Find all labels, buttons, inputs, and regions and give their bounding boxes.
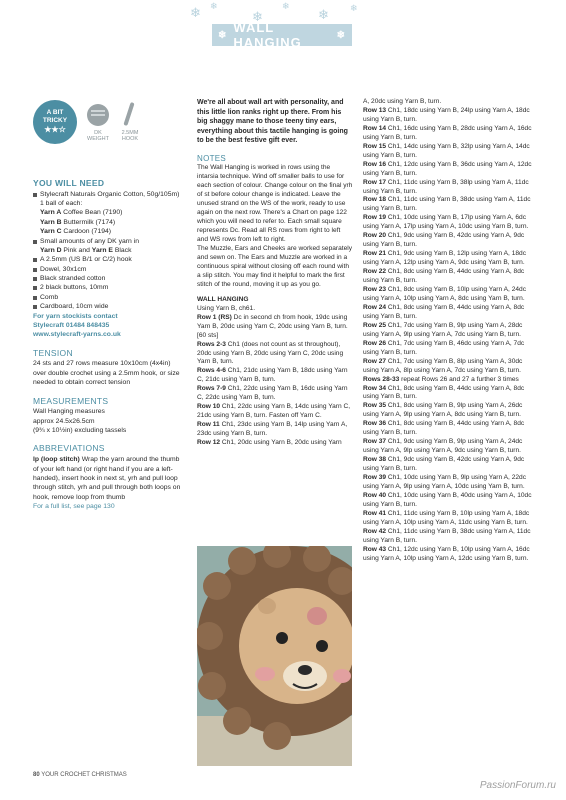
measurements-heading: MEASUREMENTS <box>33 395 109 406</box>
stockist-url[interactable]: www.stylecraft-yarns.co.uk <box>33 331 121 339</box>
pattern-row: Row 23 Ch1, 8dc using Yarn B, 10lp using Yarn A, 24dc using Yarn A, 10lp using Yarn A, 8dc using Yarn B, turn. <box>363 286 526 302</box>
right-column <box>363 98 535 564</box>
pattern-row: Row 18 Ch1, 11dc using Yarn B, 38dc using Yarn A, 11dc using Yarn B, turn. <box>363 196 531 213</box>
full-list-ref: For a full list, see page 130 <box>33 503 115 510</box>
list-item: Small amounts of any DK yarn in <box>33 237 183 246</box>
yarn-c: Yarn C Cardoon (7194) <box>40 228 112 236</box>
snowflake-icon: ❄ <box>336 29 346 41</box>
snowflake-icon: ❄ <box>252 9 263 24</box>
abbreviations-heading: ABBREVIATIONS <box>33 443 105 454</box>
pattern-row: Rows 4-6 Ch1, 21dc using Yarn B, 18dc using Yarn C, 21dc using Yarn B, turn. <box>197 367 348 384</box>
pattern-row: Row 14 Ch1, 16dc using Yarn B, 28dc using Yarn A, 16dc using Yarn B, turn. <box>363 124 532 141</box>
pattern-row: Row 24 Ch1, 8dc using Yarn B, 44dc using Yarn A, 8dc using Yarn B, turn. <box>363 303 525 320</box>
snowflake-icon: ❄ <box>210 1 218 11</box>
pattern-row: Row 15 Ch1, 14dc using Yarn B, 32lp using Yarn A, 14dc using Yarn B, turn. <box>363 142 530 159</box>
magazine-name: YOUR CROCHET CHRISTMAS <box>39 772 127 778</box>
pattern-row: Row 13 Ch1, 18dc using Yarn B, 24lp using Yarn A, 18dc using Yarn B, turn. <box>363 106 530 123</box>
hook-label: 2.5MM HOOK <box>121 130 139 143</box>
tension-heading: TENSION <box>33 347 73 358</box>
page-title-banner <box>212 20 352 50</box>
abbreviation-lp: lp (loop stitch) Wrap the yarn around the thumb of your left hand (or right hand if you are a left-handed), insert hook in next st, yrh and pull loop through stitch, yrh and pull through both loops on hook, remove loop from thumb <box>33 456 181 501</box>
list-item: A 2.5mm (US B/1 or C/2) hook <box>33 255 183 264</box>
pattern-heading: WALL HANGING <box>197 295 249 303</box>
pattern-row: Row 20 Ch1, 9dc using Yarn B, 42dc using Yarn A, 9dc using Yarn B, turn. <box>363 232 525 249</box>
page-number: 80 <box>33 772 40 778</box>
pattern-row: Row 39 Ch1, 10dc using Yarn B, 9lp using Yarn A, 22dc using Yarn A, 9lp using Yarn A, 10dc using Yarn B, turn. <box>363 474 526 490</box>
pattern-row: Row 17 Ch1, 11dc using Yarn B, 38lp using Yarn A, 11dc using Yarn B, turn. <box>363 178 529 195</box>
list-item: Cardboard, 10cm wide <box>33 302 183 311</box>
snowflake-icon: ❄ <box>218 29 228 41</box>
measurements-line: approx 24.5x26.5cm <box>33 417 95 425</box>
pattern-row: Row 21 Ch1, 9dc using Yarn B, 12lp using Yarn A, 18dc using Yarn A, 12lp using Yarn A, 9dc using Yarn B, turn. <box>363 250 526 267</box>
difficulty-badge: A BIT TRICKY ★★☆ <box>33 100 77 144</box>
pattern-row: Row 40 Ch1, 10dc using Yarn B, 40dc using Yarn A, 10dc using Yarn B, turn. <box>363 491 532 508</box>
star-rating: ★★☆ <box>44 124 66 134</box>
snowflake-icon: ❄ <box>318 7 329 22</box>
pattern-row: Row 12 Ch1, 20dc using Yarn B, 20dc using Yarn <box>197 439 342 447</box>
stockist-phone: Stylecraft 01484 848435 <box>33 321 110 329</box>
list-item: Stylecraft Naturals Organic Cotton, 50g/105m) <box>33 190 183 199</box>
pattern-row: Row 34 Ch1, 8dc using Yarn B, 44dc using Yarn A, 8dc using Yarn B, turn. <box>363 384 525 401</box>
pattern-rows <box>363 107 535 564</box>
pattern-row: Row 43 Ch1, 12dc using Yarn B, 10lp using Yarn A, 16dc using Yarn A, 10lp using Yarn A, 12dc using Yarn B, turn. <box>363 545 530 562</box>
pattern-continuation: A, 20dc using Yarn B, turn. <box>363 98 442 105</box>
pattern-row: Row 1 (RS) Dc in second ch from hook, 19dc using Yarn B, 20dc using Yarn C, 20dc using Yarn B, turn. [60 sts] <box>197 313 348 339</box>
intro-text: We're all about wall art with personality, and this little lion ranks right up there. From his big shaggy mane to those teeny tiny ears, everything about this tactile hanging is going to be the best festive gift ever. <box>197 99 348 145</box>
snowflake-icon: ❄ <box>350 3 358 13</box>
pattern-row: Row 42 Ch1, 11dc using Yarn B, 38dc using Yarn A, 11dc using Yarn B, turn. <box>363 527 531 544</box>
pattern-row: Row 37 Ch1, 9dc using Yarn B, 9lp using Yarn A, 24dc using Yarn A, 9lp using Yarn A, 9dc using Yarn B, turn. <box>363 438 523 455</box>
pattern-row: Row 41 Ch1, 11dc using Yarn B, 10lp using Yarn A, 18dc using Yarn A, 10lp using Yarn A, 11dc using Yarn B, turn. <box>363 509 530 526</box>
pattern-row: Row 19 Ch1, 10dc using Yarn B, 17lp using Yarn A, 6dc using Yarn A, 17lp using Yarn A, 10dc using Yarn B, turn. <box>363 214 529 231</box>
page-title: WALL HANGING <box>233 20 302 50</box>
snowflake-icon: ❄ <box>282 1 290 11</box>
pattern-row: Row 25 Ch1, 7dc using Yarn B, 9lp using Yarn A, 28dc using Yarn A, 9lp using Yarn A, 7dc using Yarn B, turn. <box>363 321 523 338</box>
page-footer <box>33 772 127 778</box>
pattern-row: Row 10 Ch1, 22dc using Yarn B, 14dc using Yarn C, 21dc using Yarn B, turn. Fasten off Yarn C. <box>197 403 351 420</box>
pattern-row: Row 35 Ch1, 8dc using Yarn B, 9lp using Yarn A, 26dc using Yarn A, 9lp using Yarn A, 8dc using Yarn B, turn. <box>363 402 523 419</box>
crochet-hook-icon <box>123 102 134 126</box>
weight-label: DK WEIGHT <box>87 130 109 143</box>
measurements-line: Wall Hanging measures <box>33 408 105 416</box>
you-will-need-heading: YOU WILL NEED <box>33 178 105 188</box>
pattern-row: Rows 28-33 repeat Rows 26 and 27 a further 3 times <box>363 375 519 383</box>
pattern-row: Row 38 Ch1, 9dc using Yarn B, 42dc using Yarn A, 9dc using Yarn B, turn. <box>363 456 525 473</box>
notes-heading: NOTES <box>197 153 227 163</box>
measurements-line: (9¾ x 10½in) excluding tassels <box>33 427 127 435</box>
yarn-d-e: Yarn D Pink and Yarn E Black <box>40 246 132 254</box>
list-item: Comb <box>33 293 183 302</box>
pattern-row: Rows 7-9 Ch1, 22dc using Yarn B, 16dc using Yarn C, 22dc using Yarn B, turn. <box>197 385 348 402</box>
middle-column <box>197 98 353 448</box>
notes-paragraph: The Muzzle, Ears and Cheeks are worked separately and sewn on. The Ears and Muzzle are worked in a continuous spiral without closing off each round with a slip stitch. You may find it helpful to mark the first stitch of the round, moving it up as you go. <box>197 245 353 288</box>
list-item: Dowel, 30x1cm <box>33 265 183 274</box>
pattern-row: Row 26 Ch1, 7dc using Yarn B, 46dc using Yarn A, 7dc using Yarn B, turn. <box>363 339 525 356</box>
pattern-rows <box>197 314 353 448</box>
list-subitem: 1 ball of each: <box>40 200 83 208</box>
list-item: Black stranded cotton <box>33 274 183 283</box>
lion-photo <box>197 546 352 766</box>
yarn-b: Yarn B Buttermilk (7174) <box>40 218 116 226</box>
pattern-row: Row 11 Ch1, 23dc using Yarn B, 14lp using Yarn A, 23dc using Yarn B, turn. <box>197 421 348 438</box>
pattern-row: Row 36 Ch1, 8dc using Yarn B, 44dc using Yarn A, 8dc using Yarn B, turn. <box>363 420 525 437</box>
tension-text: 24 sts and 27 rows measure 10x10cm (4x4in) over double crochet using a 2.5mm hook, or size needed to obtain correct tension <box>33 360 180 387</box>
notes-paragraph: The Wall Hanging is worked in rows using the intarsia technique. Wind off smaller balls to use for each section of colour. Change colour on the final yrh of st before colour change is indicated. Leave the unused strand on the WS of the work, ready to use again on the next row. There's a Chart on page 122 which you will need to refer to. Each small square represents Dc. Read all RS rows from right to left and WS rows from left to right. <box>197 164 353 244</box>
lion-illustration <box>197 546 352 766</box>
watermark: PassionForum.ru <box>479 780 556 791</box>
pattern-row: Row 22 Ch1, 8dc using Yarn B, 44dc using Yarn A, 8dc using Yarn B, turn. <box>363 268 525 285</box>
pattern-row: Rows 2-3 Ch1 (does not count as st throughout), 20dc using Yarn B, 20dc using Yarn C, 20dc using Yarn B, turn. <box>197 340 344 366</box>
yarn-a: Yarn A Coffee Bean (7190) <box>40 209 123 217</box>
pattern-row: Row 27 Ch1, 7dc using Yarn B, 8lp using Yarn A, 30dc using Yarn A, 8lp using Yarn A, 7dc using Yarn B, turn. <box>363 357 523 374</box>
pattern-start: Using Yarn B, ch61. <box>197 304 256 312</box>
snowflake-icon: ❄ <box>190 5 201 20</box>
list-item: 2 black buttons, 10mm <box>33 283 183 292</box>
yarn-ball-icon <box>87 104 109 126</box>
left-column <box>33 172 183 511</box>
project-badges <box>33 100 183 148</box>
pattern-row: Row 16 Ch1, 12dc using Yarn B, 36dc using Yarn A, 12dc using Yarn B, turn. <box>363 160 532 177</box>
stockist-contact: For yarn stockists contact <box>33 312 118 320</box>
